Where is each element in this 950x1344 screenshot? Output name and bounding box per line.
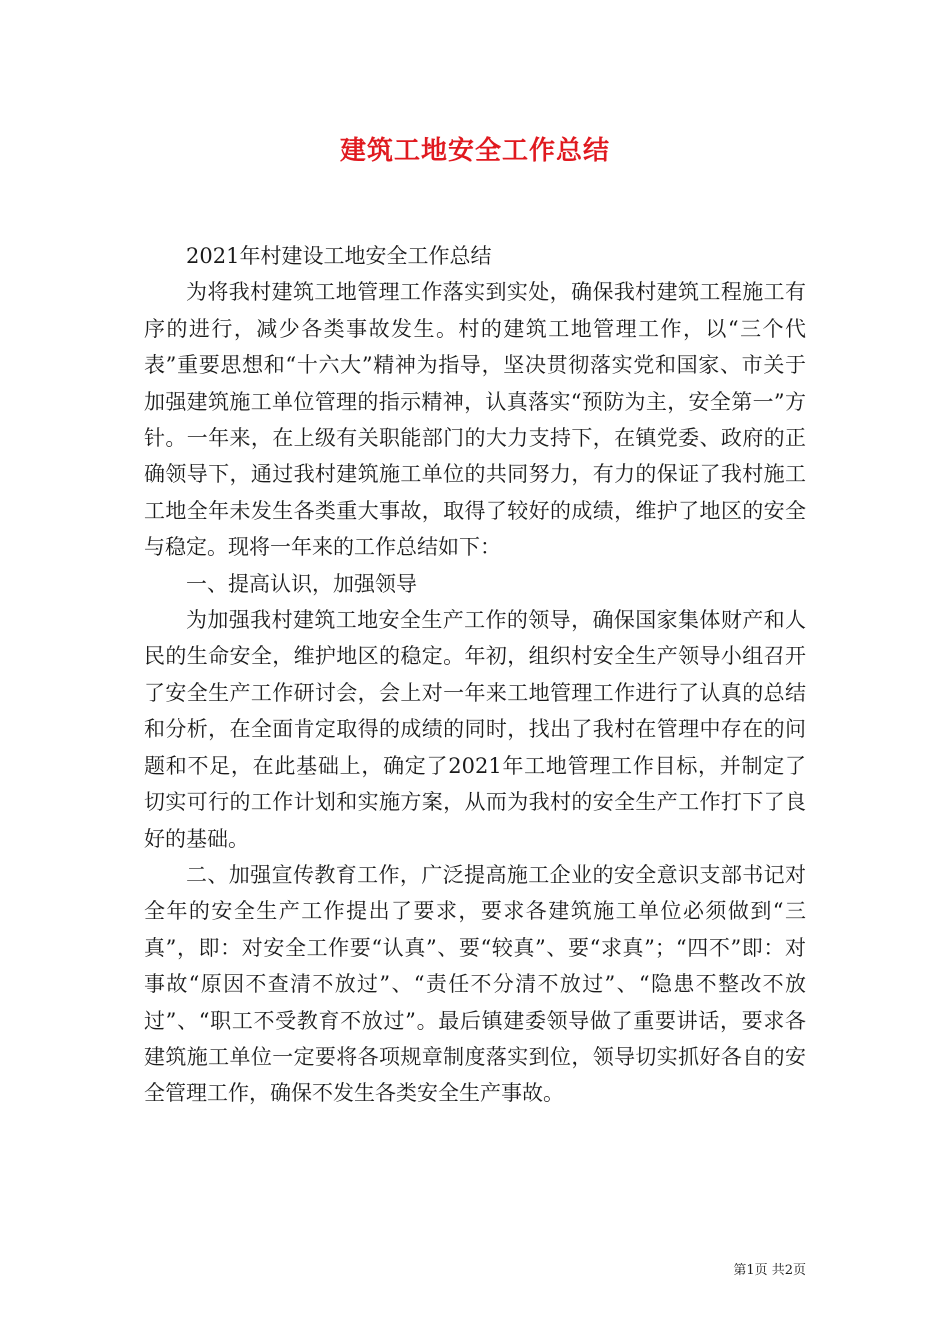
paragraph-section-1: 为加强我村建筑工地安全生产工作的领导，确保国家集体财产和人民的生命安全，维护地区的稳定。年初，组织村安全生产领导小组召开了安全生产工作研讨会，会上对一年来工地管理工作进行了认真的总结和分析，在全面肯定取得的成绩的同时，找出了我村在管理中存在的问题和不足，在此基础上，确定了2021年工地管理工作目标，并制定了切实可行的工作计划和实施方案，从而为我村的安全生产工作打下了良好的基础。 [144, 608, 806, 851]
section-heading-1: 一、提高认识，加强领导 [186, 571, 417, 596]
section-subtitle: 2021年村建设工地安全工作总结 [186, 244, 492, 268]
page-number: 第1页 共2页 [733, 1263, 806, 1278]
paragraph-intro: 为将我村建筑工地管理工作落实到实处，确保我村建筑工程施工有序的进行，减少各类事故发生。村的建筑工地管理工作，以“三个代表”重要思想和“十六大”精神为指导，坚决贯彻落实党和国家、市关于加强建筑施工单位管理的指示精神，认真落实“预防为主，安全第一”方针。一年来，在上级有关职能部门的大力支持下，在镇党委、政府的正确领导下，通过我村建筑施工单位的共同努力，有力的保证了我村施工工地全年未发生各类重大事故，取得了较好的成绩，维护了地区的安全与稳定。现将一年来的工作总结如下： [144, 280, 806, 560]
paragraph-section-2: 二、加强宣传教育工作，广泛提高施工企业的安全意识支部书记对全年的安全生产工作提出了要求，要求各建筑施工单位必须做到“三真”，即：对安全工作要“认真”、要“较真”、要“求真”；“四不”即：对事故“原因不查清不放过”、“责任不分清不放过”、“隐患不整改不放过”、“职工不受教育不放过”。最后镇建委领导做了重要讲话，要求各建筑施工单位一定要将各项规章制度落实到位，领导切实抓好各自的安全管理工作，确保不发生各类安全生产事故。 [144, 862, 806, 1106]
document-title: 建筑工地安全工作总结 [339, 136, 610, 166]
document-body [144, 238, 806, 1112]
